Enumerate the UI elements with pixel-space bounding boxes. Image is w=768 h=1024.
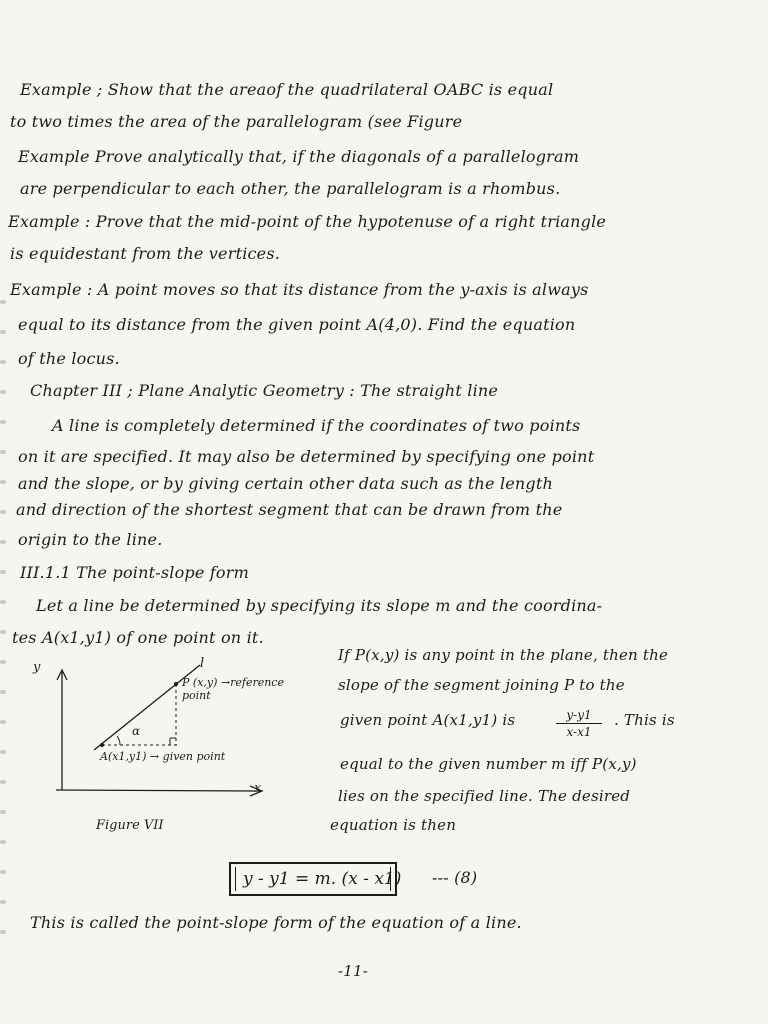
x-axis bbox=[56, 790, 260, 791]
right-text-line-5: lies on the specified line. The desired bbox=[338, 787, 631, 805]
paragraph-line-1: A line is completely determined if the coordinates of two points bbox=[52, 416, 581, 435]
binding-holes bbox=[0, 300, 10, 960]
example-4-line-2: equal to its distance from the given point A(4,0). Find the equation bbox=[18, 315, 576, 334]
point-slope-formula: y - y1 = m. (x - x1) bbox=[243, 869, 402, 889]
p-point-label: P (x,y) →reference point bbox=[182, 676, 284, 702]
y-axis-label: y bbox=[33, 660, 41, 675]
formula-number: --- (8) bbox=[432, 868, 478, 887]
angle-arc bbox=[117, 736, 120, 745]
example-1-line-1: Example ; Show that the areaof the quadrilateral OABC is equal bbox=[20, 80, 554, 99]
conclusion-line: This is called the point-slope form of the equation of a line. bbox=[30, 913, 522, 932]
example-2-line-2: are perpendicular to each other, the parallelogram is a rhombus. bbox=[20, 179, 561, 198]
example-4-line-1: Example : A point moves so that its distance from the y-axis is always bbox=[10, 280, 589, 299]
example-3-line-1: Example : Prove that the mid-point of the hypotenuse of a right triangle bbox=[8, 212, 607, 231]
section-line-1: Let a line be determined by specifying its slope m and the coordina- bbox=[36, 596, 603, 615]
right-text-line-2: slope of the segment joining P to the bbox=[338, 676, 625, 694]
example-1-line-2: to two times the area of the parallelogram (see Figure bbox=[10, 112, 463, 131]
formula-box bbox=[229, 862, 402, 896]
right-text-line-1: If P(x,y) is any point in the plane, then the bbox=[338, 646, 669, 664]
fraction-numerator: y-y1 bbox=[556, 708, 602, 724]
a-point-label: A(x1,y1) → given point bbox=[100, 750, 226, 763]
page-number: -11- bbox=[338, 962, 369, 980]
point-p bbox=[174, 682, 178, 686]
paragraph-line-4: and direction of the shortest segment that can be drawn from the bbox=[16, 500, 563, 519]
paragraph-line-2: on it are specified. It may also be determined by specifying one point bbox=[18, 447, 595, 466]
figure-caption: Figure VII bbox=[96, 818, 164, 833]
x-axis-label: x bbox=[254, 781, 262, 796]
paragraph-line-5: origin to the line. bbox=[18, 530, 163, 549]
chapter-heading: Chapter III ; Plane Analytic Geometry : The straight line bbox=[30, 381, 499, 400]
right-text-line-6: equation is then bbox=[330, 816, 457, 834]
point-a bbox=[100, 743, 104, 747]
alpha-label: α bbox=[132, 724, 141, 738]
section-line-2: tes A(x1,y1) of one point on it. bbox=[12, 628, 264, 647]
right-text-line-4: equal to the given number m iff P(x,y) bbox=[340, 755, 637, 773]
slope-fraction bbox=[556, 708, 602, 739]
fraction-denominator: x-x1 bbox=[566, 725, 592, 739]
line-label: l bbox=[200, 656, 205, 671]
right-text-line-3-end: . This is bbox=[614, 711, 675, 729]
example-2-line-1: Example Prove analytically that, if the diagonals of a parallelogram bbox=[18, 147, 580, 166]
paragraph-line-3: and the slope, or by giving certain other data such as the length bbox=[18, 474, 554, 493]
example-3-line-2: is equidestant from the vertices. bbox=[10, 244, 281, 263]
right-text-line-3: given point A(x1,y1) is bbox=[340, 711, 516, 729]
section-heading: III.1.1 The point-slope form bbox=[20, 563, 249, 582]
example-4-line-3: of the locus. bbox=[18, 349, 120, 368]
